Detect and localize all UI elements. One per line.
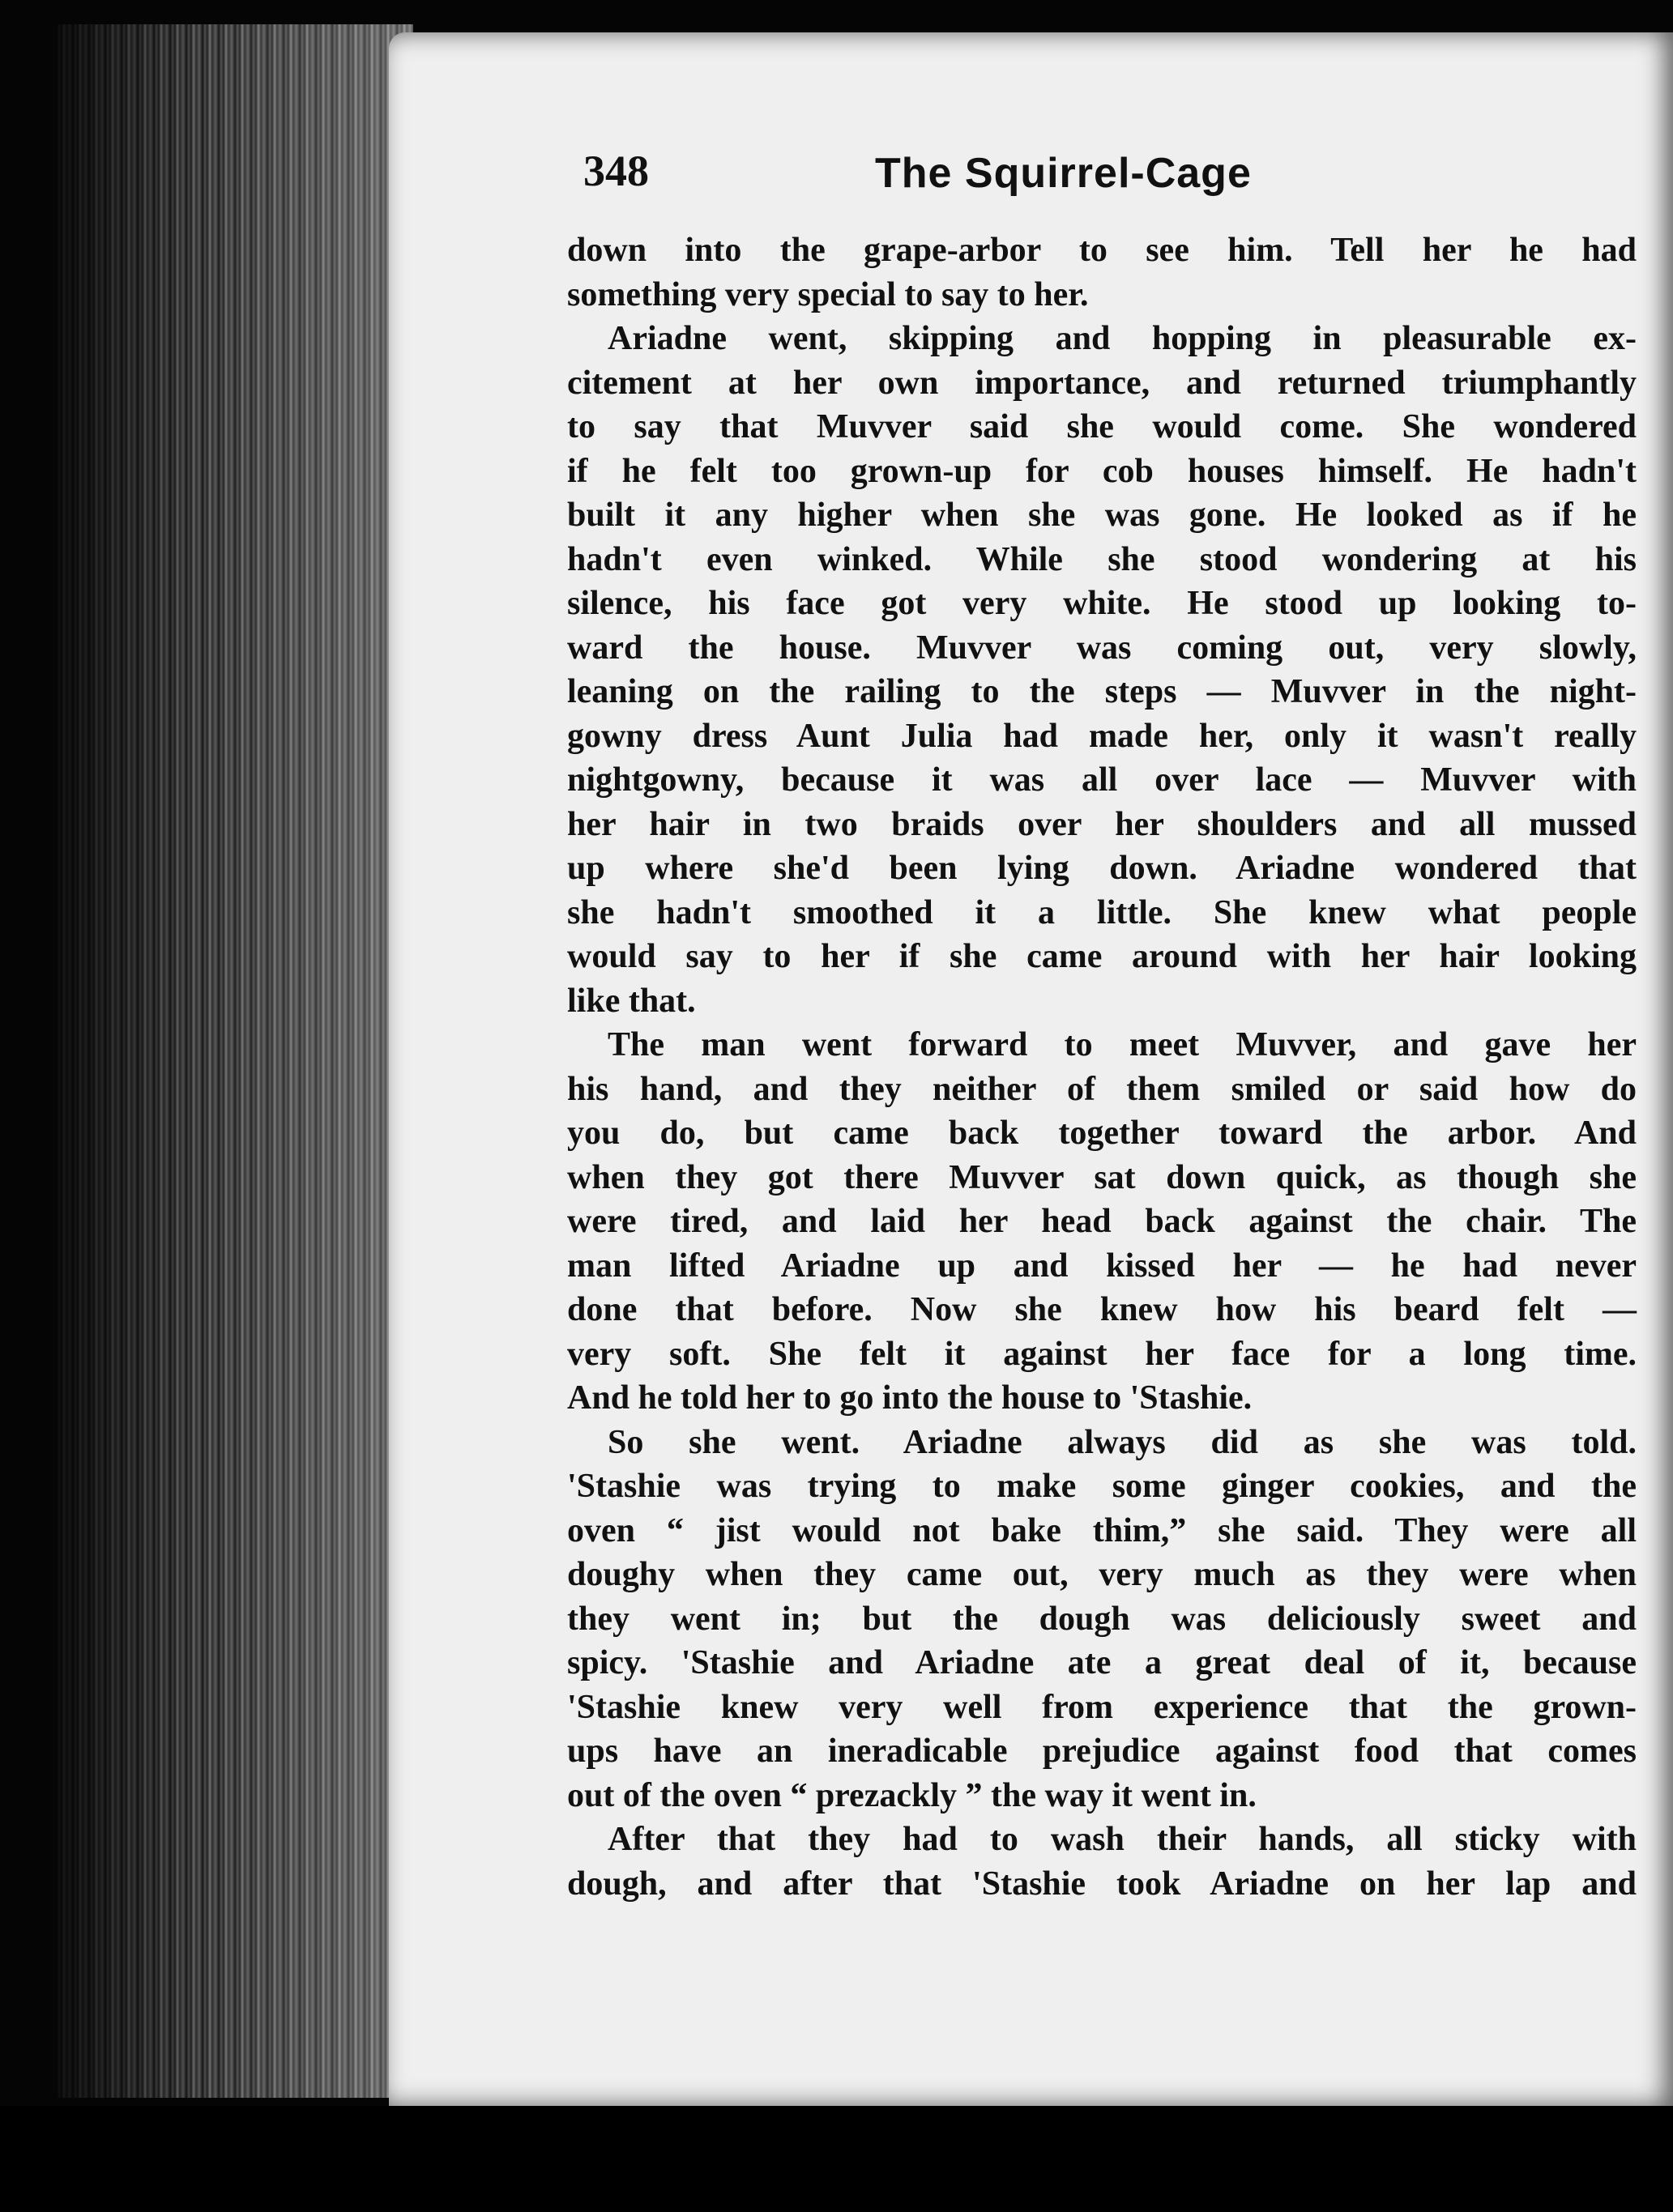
text-line: up where she'd been lying down. Ariadne wondered that xyxy=(567,850,1637,887)
text-line: very soft. She felt it against her face for a long time. xyxy=(567,1335,1637,1373)
text-line: gowny dress Aunt Julia had made her, only it wasn't really xyxy=(567,717,1637,755)
text-line: Ariadne went, skipping and hopping in pleasurable ex- xyxy=(608,320,1637,357)
text-line: would say to her if she came around with her hair looking xyxy=(567,938,1637,975)
text-line: his hand, and they neither of them smiled or said how do xyxy=(567,1070,1637,1108)
text-line: The man went forward to meet Muvver, and gave her xyxy=(608,1026,1637,1063)
text-line: spicy. 'Stashie and Ariadne ate a great deal of it, because xyxy=(567,1644,1637,1681)
text-line: man lifted Ariadne up and kissed her — he had never xyxy=(567,1247,1637,1285)
text-line: dough, and after that 'Stashie took Ariadne on her lap and xyxy=(567,1865,1637,1903)
text-line: So she went. Ariadne always did as she was told. xyxy=(608,1423,1637,1461)
text-line: something very special to say to her. xyxy=(567,275,1089,313)
text-line: leaning on the railing to the steps — Muvver in the night- xyxy=(567,673,1637,710)
text-line: And he told her to go into the house to 'Stashie. xyxy=(567,1379,1253,1417)
paragraph xyxy=(567,1421,1637,1818)
text-line: citement at her own importance, and returned triumphantly xyxy=(567,364,1637,402)
text-line: nightgowny, because it was all over lace — Muvver with xyxy=(567,761,1637,799)
text-line: when they got there Muvver sat down quick, as though she xyxy=(567,1158,1637,1196)
paragraph xyxy=(567,1818,1637,1906)
book-page-edges xyxy=(57,24,413,2098)
paragraph xyxy=(567,1023,1637,1421)
text-line: oven “ jist would not bake thim,” she said. They were all xyxy=(567,1511,1637,1549)
text-line: done that before. Now she knew how his beard felt — xyxy=(567,1291,1637,1328)
page-number: 348 xyxy=(583,147,649,195)
body-text xyxy=(567,228,1637,1906)
text-line: like that. xyxy=(567,982,696,1020)
text-line: out of the oven “ prezackly ” the way it went in. xyxy=(567,1776,1257,1814)
running-head: The Squirrel-Cage xyxy=(875,150,1252,197)
text-line: doughy when they came out, very much as they were when xyxy=(567,1556,1637,1593)
text-line: they went in; but the dough was deliciously sweet and xyxy=(567,1600,1637,1638)
text-line: silence, his face got very white. He stood up looking to- xyxy=(567,585,1637,622)
text-line: 'Stashie knew very well from experience that the grown- xyxy=(567,1688,1637,1726)
text-line: down into the grape-arbor to see him. Tell her he had xyxy=(567,232,1637,269)
text-line: if he felt too grown-up for cob houses himself. He hadn't xyxy=(567,452,1637,490)
scan-bottom-edge xyxy=(0,2106,1673,2212)
text-line: were tired, and laid her head back against the chair. The xyxy=(567,1203,1637,1240)
page-header xyxy=(583,146,1637,211)
text-line: you do, but came back together toward the arbor. And xyxy=(567,1115,1637,1152)
text-line: 'Stashie was trying to make some ginger cookies, and the xyxy=(567,1468,1637,1505)
text-line: ward the house. Muvver was coming out, very slowly, xyxy=(567,629,1637,667)
text-line: her hair in two braids over her shoulders and all mussed xyxy=(567,805,1637,843)
paragraph xyxy=(567,317,1637,1023)
text-line: to say that Muvver said she would come. She wondered xyxy=(567,408,1637,445)
text-line: After that they had to wash their hands, all sticky with xyxy=(608,1821,1637,1858)
text-line: built it any higher when she was gone. He looked as if he xyxy=(567,497,1637,534)
paragraph xyxy=(567,228,1637,317)
text-line: she hadn't smoothed it a little. She knew what people xyxy=(567,893,1637,931)
text-line: hadn't even winked. While she stood wondering at his xyxy=(567,540,1637,578)
text-line: ups have an ineradicable prejudice against food that comes xyxy=(567,1733,1637,1770)
